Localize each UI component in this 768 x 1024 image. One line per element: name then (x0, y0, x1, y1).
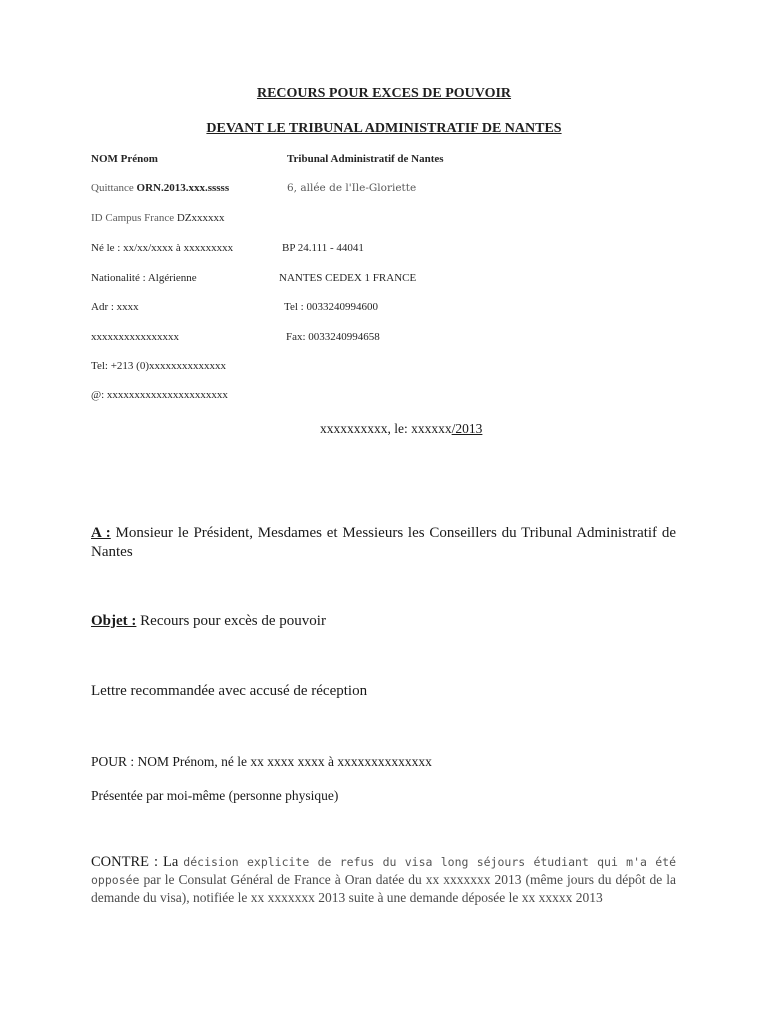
campus-label: ID Campus France (91, 212, 177, 224)
sender-quittance (91, 182, 229, 194)
sender-campus-id (91, 212, 225, 224)
document-title: RECOURS POUR EXCES DE POUVOIR (256, 86, 512, 101)
quittance-value: ORN.2013.xxx.sssss (136, 182, 230, 194)
registered-letter-line: Lettre recommandée avec accusé de réception (91, 683, 368, 699)
pour-line: POUR : NOM Prénom, né le xx xxxx xxxx à xxxxxxxxxxxxxx (91, 754, 432, 769)
sender-email: @: xxxxxxxxxxxxxxxxxxxxxx (91, 389, 228, 401)
contre-paragraph (91, 853, 676, 906)
recipient-po-box: BP 24.111 - 44041 (282, 242, 364, 254)
recipient-fax: Fax: 0033240994658 (286, 331, 380, 343)
addressee-paragraph (91, 524, 676, 562)
sender-address: Adr : xxxx (91, 301, 139, 313)
object-line (91, 613, 326, 630)
object-label: Objet : (91, 613, 137, 629)
contre-decision: décision explicite de refus du visa long séjours étudiant qui m'a été opposée (91, 855, 677, 887)
campus-value: DZxxxxxx (176, 212, 225, 224)
contre-text: par le Consulat Général de France à Oran datée du xx xxxxxxx 2013 (même jours du dépôt de la demande du visa), notifiée le xx xxxxxxx 2013 suite à une demande déposée le xx xxxxx 2013 (91, 872, 676, 905)
date-prefix: xxxxxxxxxx, le: xxxxxx (320, 421, 452, 436)
contre-label: CONTRE : La (91, 854, 184, 870)
sender-nationality: Nationalité : Algérienne (91, 272, 197, 284)
date-year: /2013 (451, 421, 483, 436)
addressee-label: A : (91, 525, 111, 541)
recipient-street: 6, allée de l'Ile-Gloriette (287, 182, 417, 194)
letter-date (320, 421, 482, 437)
sender-phone: Tel: +213 (0)xxxxxxxxxxxxxx (91, 360, 226, 372)
sender-address-line2: xxxxxxxxxxxxxxxx (91, 331, 179, 343)
sender-name: NOM Prénom (91, 153, 158, 165)
object-text: Recours pour excès de pouvoir (136, 613, 326, 629)
recipient-name: Tribunal Administratif de Nantes (287, 153, 444, 165)
presented-line: Présentée par moi-même (personne physique) (91, 788, 339, 803)
addressee-text: Monsieur le Président, Mesdames et Messieurs les Conseillers du Tribunal Administratif de Nantes (91, 525, 676, 560)
recipient-city: NANTES CEDEX 1 FRANCE (279, 272, 417, 284)
quittance-label: Quittance (91, 182, 137, 194)
sender-birth: Né le : xx/xx/xxxx à xxxxxxxxx (91, 242, 234, 254)
recipient-phone: Tel : 0033240994600 (284, 301, 378, 313)
document-subtitle: DEVANT LE TRIBUNAL ADMINISTRATIF DE NANTES (206, 121, 562, 136)
